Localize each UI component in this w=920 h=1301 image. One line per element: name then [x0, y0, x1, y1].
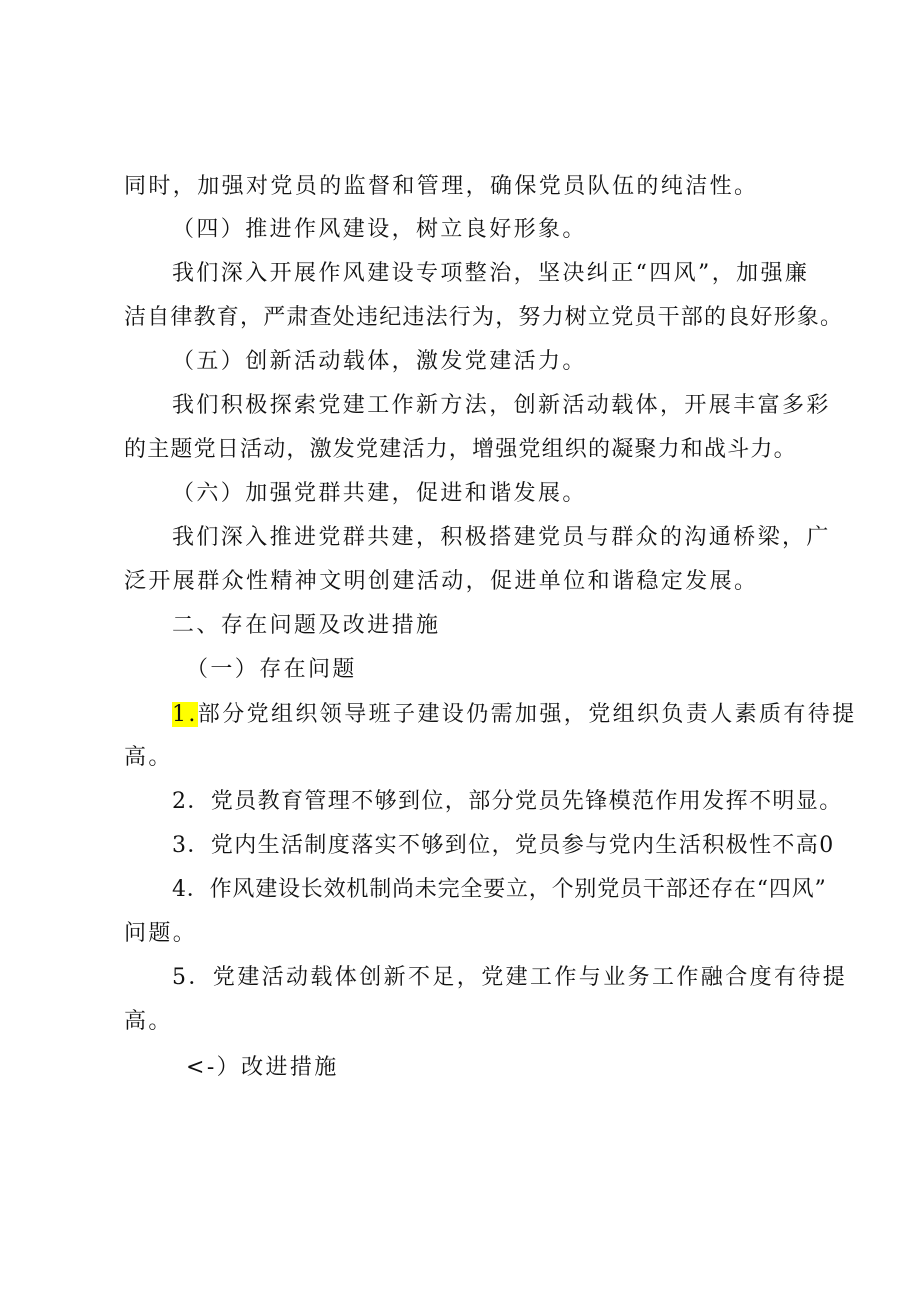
subsection-heading-measures: <-）改进措施 — [186, 1055, 339, 1080]
paragraph-line: 的主题党日活动，激发党建活力，增强党组织的凝聚力和战斗力。 — [124, 437, 797, 462]
paragraph-line: 泛开展群众性精神文明创建活动，促进单位和谐稳定发展。 — [124, 569, 759, 594]
highlight-marker: 1. — [172, 702, 198, 727]
paragraph-line: 我们积极探索党建工作新方法，创新活动载体，开展丰富多彩 — [172, 393, 831, 418]
section-heading-6: （六）加强党群共建，促进和谐发展。 — [172, 481, 587, 506]
paragraph-line: 洁自律教育，严肃查处违纪违法行为，努力树立党员干部的良好形象。 — [124, 305, 844, 330]
problem-item-4: 4．作风建设长效机制尚未完全要立，个别党员干部还存在“四风” — [172, 877, 827, 902]
paragraph-line: 高。 — [124, 745, 173, 770]
paragraph-line: 高。 — [124, 1009, 173, 1034]
problem-item-1-text: 部分党组织领导班子建设仍需加强，党组织负责人素质有待提 — [197, 702, 857, 727]
section-heading-5: （五）创新活动载体，激发党建活力。 — [172, 349, 587, 374]
subsection-heading-problems: （一）存在问题 — [186, 657, 357, 682]
paragraph-line: 问题。 — [124, 921, 198, 946]
problem-item-5: 5．党建活动载体创新不足，党建工作与业务工作融合度有待提 — [172, 965, 848, 990]
paragraph-line: 我们深入推进党群共建，积极搭建党员与群众的沟通桥梁，广 — [172, 525, 831, 550]
problem-item-3: 3．党内生活制度落实不够到位，党员参与党内生活积极性不高0 — [172, 833, 835, 858]
problem-item-2: 2．党员教育管理不够到位，部分党员先锋模范作用发挥不明显。 — [172, 789, 843, 814]
problem-item-1 — [172, 700, 857, 730]
chapter-heading: 二、存在问题及改进措施 — [172, 613, 441, 638]
section-heading-4: （四）推进作风建设，树立良好形象。 — [172, 217, 587, 242]
paragraph-line: 同时，加强对党员的监督和管理，确保党员队伍的纯洁性。 — [124, 174, 759, 199]
paragraph-line: 我们深入开展作风建设专项整治，坚决纠正“四风”，加强廉 — [172, 261, 810, 286]
